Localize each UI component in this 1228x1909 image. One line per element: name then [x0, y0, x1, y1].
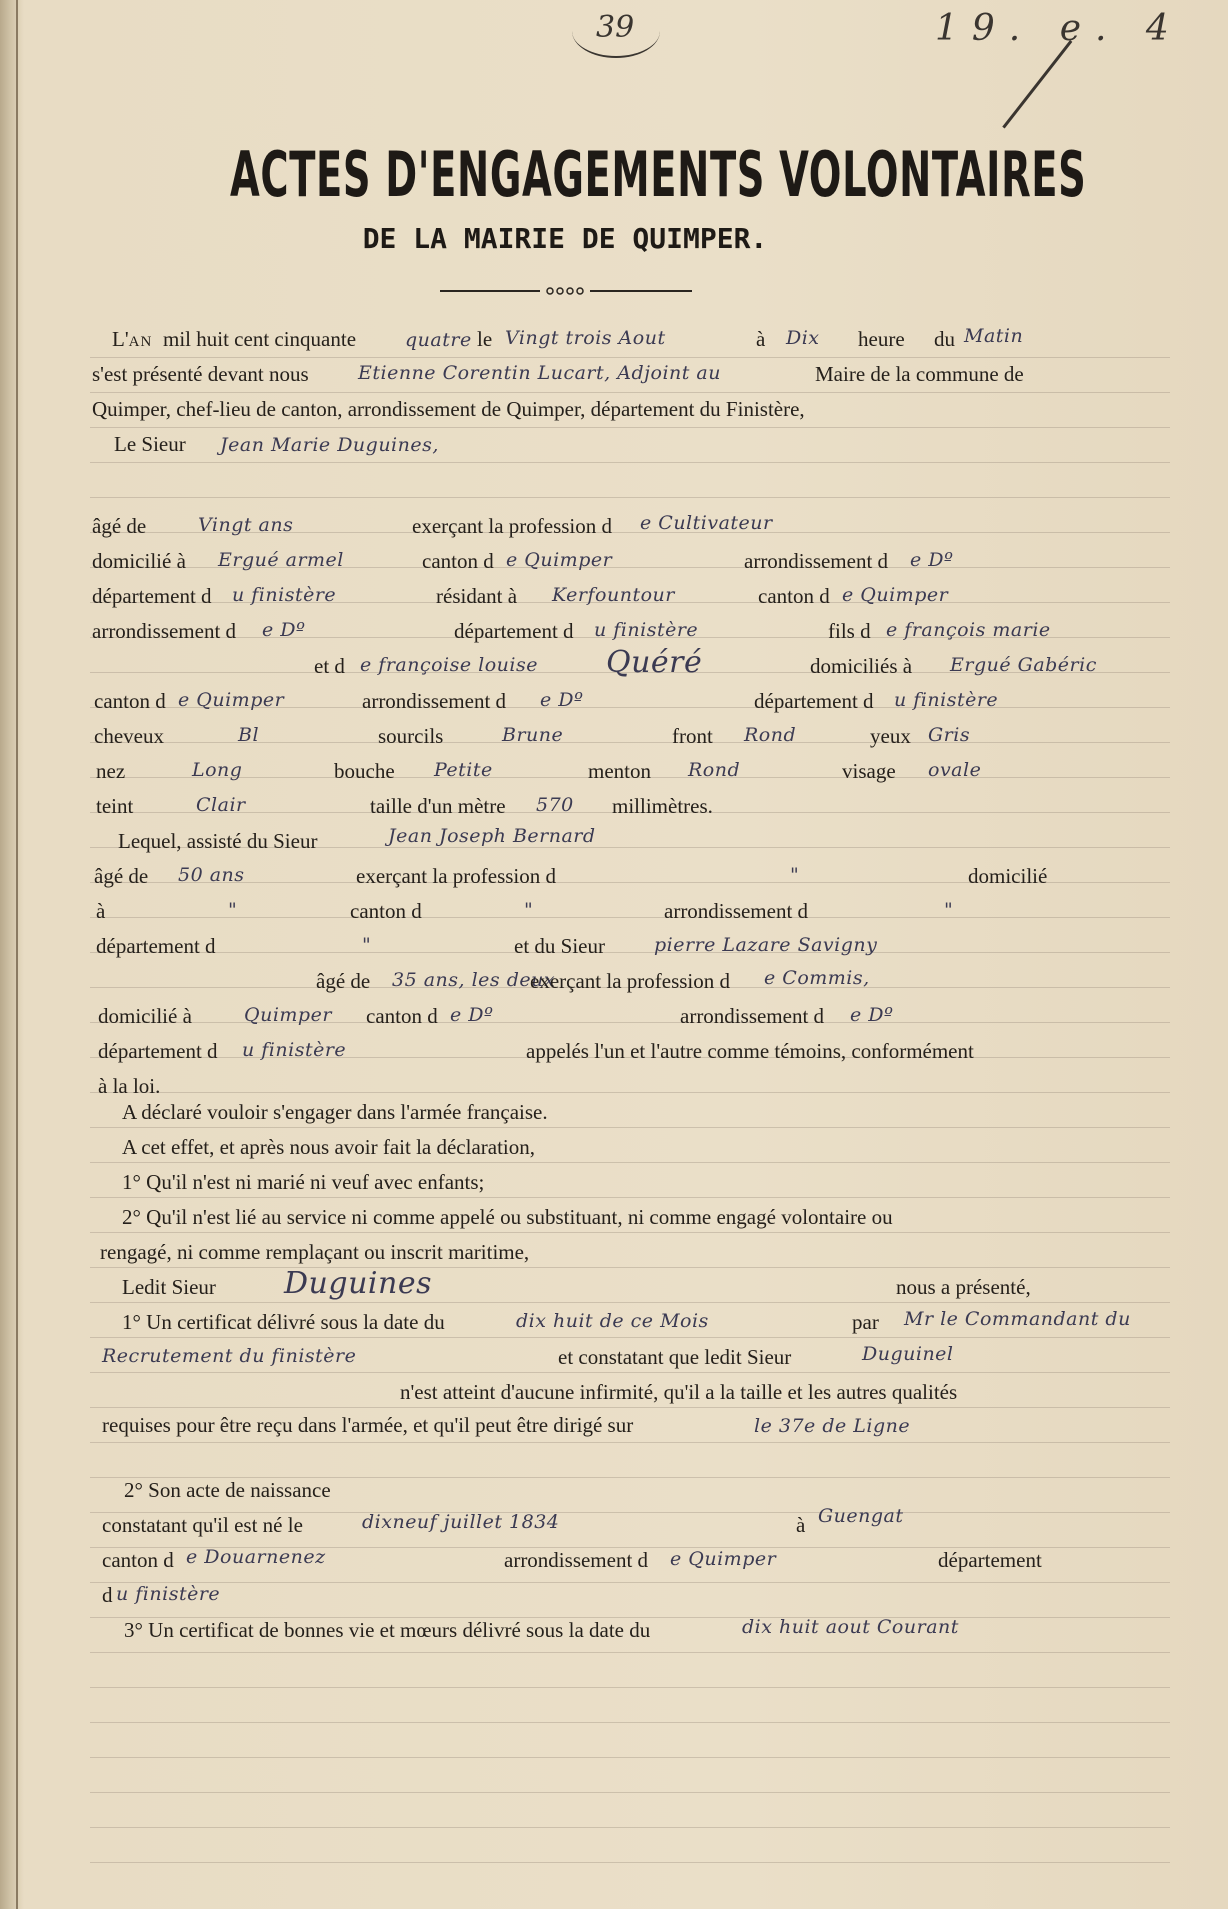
- page-binding-edge: [16, 0, 18, 1909]
- ruled-line: [90, 1302, 1170, 1303]
- ruled-line: [90, 1337, 1170, 1338]
- hw-departement: u finistère: [232, 584, 337, 606]
- printed-arrondissement: arrondissement d: [92, 619, 237, 643]
- hw-constatant-name: Duguinel: [862, 1343, 954, 1365]
- hw-parents-domicile: Ergué Gabéric: [950, 654, 1097, 676]
- hw-official: Etienne Corentin Lucart, Adjoint au: [358, 362, 721, 384]
- ruled-line: [90, 392, 1170, 393]
- ruled-line: [90, 952, 1170, 953]
- printed-age: âgé de: [94, 864, 149, 888]
- printed-taille: taille d'un mètre: [370, 794, 506, 818]
- hw-ditto: ": [790, 864, 800, 886]
- hw-profession: e Cultivateur: [640, 512, 773, 534]
- printed-canton: canton d: [758, 584, 830, 608]
- printed-ledit-sieur: Ledit Sieur: [122, 1275, 216, 1299]
- hw-witness2-domicile: Quimper: [244, 1004, 332, 1026]
- printed-domicilie: domicilié: [968, 864, 1048, 888]
- hw-age: Vingt ans: [198, 514, 294, 536]
- printed-a: à: [96, 899, 106, 923]
- printed-departement: département d: [98, 1039, 218, 1063]
- hw-hour: Dix: [786, 327, 820, 349]
- ruled-line: [90, 1442, 1170, 1443]
- printed-canton: canton d: [94, 689, 166, 713]
- printed-appeles: appelés l'un et l'autre comme témoins, conformément: [526, 1039, 974, 1063]
- printed-fils: fils d: [828, 619, 871, 643]
- printed-nez: nez: [96, 759, 126, 783]
- hw-height: 570: [536, 794, 574, 816]
- ruled-line: [90, 1092, 1170, 1093]
- printed-constatant: et constatant que ledit Sieur: [558, 1345, 792, 1369]
- hw-witness2-profession: e Commis,: [764, 967, 870, 989]
- hw-certificate-issuer-cont: Recrutement du finistère: [102, 1345, 357, 1367]
- hw-witness2-arrondissement: e Dº: [850, 1004, 894, 1026]
- ruled-line: [90, 357, 1170, 358]
- printed-domicile: domicilié à: [92, 549, 186, 573]
- hw-mouth: Petite: [434, 759, 493, 781]
- printed-point-2: 2° Qu'il n'est lié au service ni comme appelé ou substituant, ni comme engagé volontaire ou: [122, 1205, 893, 1229]
- ruled-line: [90, 1407, 1170, 1408]
- printed-menton: menton: [588, 759, 651, 783]
- hw-hair: Bl: [238, 724, 260, 746]
- ruled-line: [90, 1232, 1170, 1233]
- ruled-line: [90, 1792, 1170, 1793]
- hw-witness2: pierre Lazare Savigny: [654, 934, 878, 956]
- hw-witness2-canton: e Dº: [450, 1004, 494, 1026]
- printed-le: le: [477, 327, 493, 351]
- hw-face: ovale: [928, 759, 982, 781]
- ruled-line: [90, 1162, 1170, 1163]
- printed-d: d: [102, 1583, 113, 1607]
- hw-certificate-issuer: Mr le Commandant du: [904, 1308, 1131, 1330]
- ruled-line: [90, 462, 1170, 463]
- printed-arrondissement: arrondissement d: [362, 689, 507, 713]
- printed-front: front: [672, 724, 713, 748]
- printed-sourcils: sourcils: [378, 724, 444, 748]
- hw-nose: Long: [192, 759, 243, 781]
- hw-eyebrows: Brune: [502, 724, 564, 746]
- hw-birth-departement: u finistère: [116, 1583, 221, 1605]
- printed-age: âgé de: [316, 969, 371, 993]
- printed-residant: résidant à: [436, 584, 518, 608]
- hw-arrondissement: e Dº: [262, 619, 306, 641]
- hw-moral-certificate-date: dix huit aout Courant: [742, 1616, 959, 1638]
- printed-arrondissement: arrondissement d: [664, 899, 809, 923]
- hw-day: Vingt trois Aout: [505, 327, 666, 349]
- printed-profession: exerçant la profession d: [412, 514, 613, 538]
- ruled-line: [90, 917, 1170, 918]
- ruled-line: [90, 1582, 1170, 1583]
- ruled-line: [90, 1827, 1170, 1828]
- printed-point-2-cont: rengagé, ni comme remplaçant ou inscrit maritime,: [100, 1240, 530, 1264]
- hw-certificate-date: dix huit de ce Mois: [516, 1310, 709, 1332]
- hw-canton: e Quimper: [506, 549, 613, 571]
- ruled-line: [90, 1652, 1170, 1653]
- hw-witness2-age: 35 ans, les deux: [392, 969, 556, 991]
- printed-et-du-sieur: et du Sieur: [514, 934, 605, 958]
- printed-bouche: bouche: [334, 759, 395, 783]
- title-ornament: [440, 285, 692, 297]
- printed-a-place: à: [796, 1513, 806, 1537]
- printed-arrondissement: arrondissement d: [680, 1004, 825, 1028]
- hw-departement: u finistère: [594, 619, 699, 641]
- printed-presente: s'est présenté devant nous: [92, 362, 309, 386]
- hw-mother-surname: Quéré: [606, 645, 703, 680]
- printed-l-an: L'AN: [112, 327, 153, 351]
- printed-certificate-3: 3° Un certificat de bonnes vie et mœurs délivré sous la date du: [124, 1618, 651, 1642]
- hw-ditto: ": [524, 899, 534, 921]
- printed-canton: canton d: [422, 549, 494, 573]
- printed-nous-a-presente: nous a présenté,: [896, 1275, 1031, 1299]
- hw-year: quatre: [405, 329, 472, 351]
- ruled-line: [90, 427, 1170, 428]
- printed-le-sieur: Le Sieur: [114, 432, 186, 456]
- printed-maire: Maire de la commune de: [815, 362, 1024, 386]
- hw-ledit-name: Duguines: [284, 1266, 432, 1301]
- printed-yeux: yeux: [870, 724, 911, 748]
- ruled-line: [90, 1757, 1170, 1758]
- hw-eyes: Gris: [928, 724, 971, 746]
- hw-ditto: ": [944, 899, 954, 921]
- hw-arrondissement: e Dº: [910, 549, 954, 571]
- hw-residence: Kerfountour: [552, 584, 675, 606]
- printed-teint: teint: [96, 794, 134, 818]
- printed-point-1: 1° Qu'il n'est ni marié ni veuf avec enfants;: [122, 1170, 485, 1194]
- printed-domicilies: domiciliés à: [810, 654, 913, 678]
- register-subtitle: DE LA MAIRIE DE QUIMPER.: [362, 222, 768, 255]
- hw-regiment: le 37e de Ligne: [754, 1415, 911, 1437]
- hw-witness2-departement: u finistère: [242, 1039, 347, 1061]
- printed-requises: requises pour être reçu dans l'armée, et qu'il peut être dirigé sur: [102, 1413, 634, 1437]
- corner-annotation: 19. e. 4: [935, 8, 1183, 49]
- printed-visage: visage: [842, 759, 896, 783]
- hw-birth-date: dixneuf juillet 1834: [362, 1511, 560, 1533]
- hw-mother: e françoise louise: [360, 654, 538, 676]
- printed-et: et d: [314, 654, 345, 678]
- printed-millimetres: millimètres.: [612, 794, 713, 818]
- printed-canton: canton d: [350, 899, 422, 923]
- printed-atteint: n'est atteint d'aucune infirmité, qu'il a la taille et les autres qualités: [400, 1380, 958, 1404]
- ruled-line: [90, 1197, 1170, 1198]
- printed-year-prefix: mil huit cent cinquante: [163, 327, 357, 351]
- ruled-line: [90, 497, 1170, 498]
- hw-forehead: Rond: [744, 724, 797, 746]
- ruled-line: [90, 1722, 1170, 1723]
- printed-a-la-loi: à la loi.: [98, 1074, 161, 1098]
- ruled-line: [90, 1687, 1170, 1688]
- printed-canton: canton d: [102, 1548, 174, 1572]
- hw-period: Matin: [964, 325, 1024, 347]
- hw-chin: Rond: [688, 759, 741, 781]
- printed-departement: département: [938, 1548, 1042, 1572]
- printed-profession: exerçant la profession d: [530, 969, 731, 993]
- printed-arrondissement: arrondissement d: [504, 1548, 649, 1572]
- printed-par: par: [852, 1310, 879, 1334]
- printed-a-hour: à: [756, 327, 766, 351]
- hw-father: e françois marie: [886, 619, 1051, 641]
- printed-profession: exerçant la profession d: [356, 864, 557, 888]
- hw-birth-canton: e Douarnenez: [186, 1546, 326, 1568]
- hw-ditto: ": [362, 934, 372, 956]
- printed-declaration: A déclaré vouloir s'engager dans l'armée française.: [122, 1100, 548, 1124]
- corner-pen-stroke: [1002, 40, 1072, 129]
- hw-witness1: Jean Joseph Bernard: [388, 825, 596, 847]
- printed-departement: département d: [92, 584, 212, 608]
- folio-number: 39: [596, 10, 635, 45]
- hw-canton: e Quimper: [178, 689, 285, 711]
- hw-name: Jean Marie Duguines,: [220, 434, 439, 456]
- printed-departement: département d: [96, 934, 216, 958]
- printed-du: du: [934, 327, 955, 351]
- printed-lequel: Lequel, assisté du Sieur: [118, 829, 318, 853]
- printed-arrondissement: arrondissement d: [744, 549, 889, 573]
- printed-domicile: domicilié à: [98, 1004, 192, 1028]
- printed-canton: canton d: [366, 1004, 438, 1028]
- hw-domicile: Ergué armel: [218, 549, 344, 571]
- hw-birth-place: Guengat: [818, 1505, 904, 1527]
- printed-quimper-line: Quimper, chef-lieu de canton, arrondissement de Quimper, département du Finistère,: [92, 397, 805, 421]
- printed-a-cet-effet: A cet effet, et après nous avoir fait la déclaration,: [122, 1135, 536, 1159]
- printed-heure: heure: [858, 327, 905, 351]
- ruled-line: [90, 1372, 1170, 1373]
- register-title: ACTES D'ENGAGEMENTS VOLONTAIRES: [230, 138, 1087, 211]
- hw-arrondissement: e Dº: [540, 689, 584, 711]
- printed-acte-naissance: 2° Son acte de naissance: [124, 1478, 331, 1502]
- hw-departement: u finistère: [894, 689, 999, 711]
- ruled-line: [90, 1862, 1170, 1863]
- printed-certificate-1: 1° Un certificat délivré sous la date du: [122, 1310, 445, 1334]
- printed-departement: département d: [754, 689, 874, 713]
- printed-age: âgé de: [92, 514, 147, 538]
- printed-departement: département d: [454, 619, 574, 643]
- hw-complexion: Clair: [196, 794, 246, 816]
- hw-witness1-age: 50 ans: [178, 864, 245, 886]
- hw-ditto: ": [228, 899, 238, 921]
- printed-cheveux: cheveux: [94, 724, 164, 748]
- ruled-line: [90, 1127, 1170, 1128]
- hw-birth-arrondissement: e Quimper: [670, 1548, 777, 1570]
- hw-canton: e Quimper: [842, 584, 949, 606]
- ruled-line: [90, 1267, 1170, 1268]
- printed-constatant-ne: constatant qu'il est né le: [102, 1513, 303, 1537]
